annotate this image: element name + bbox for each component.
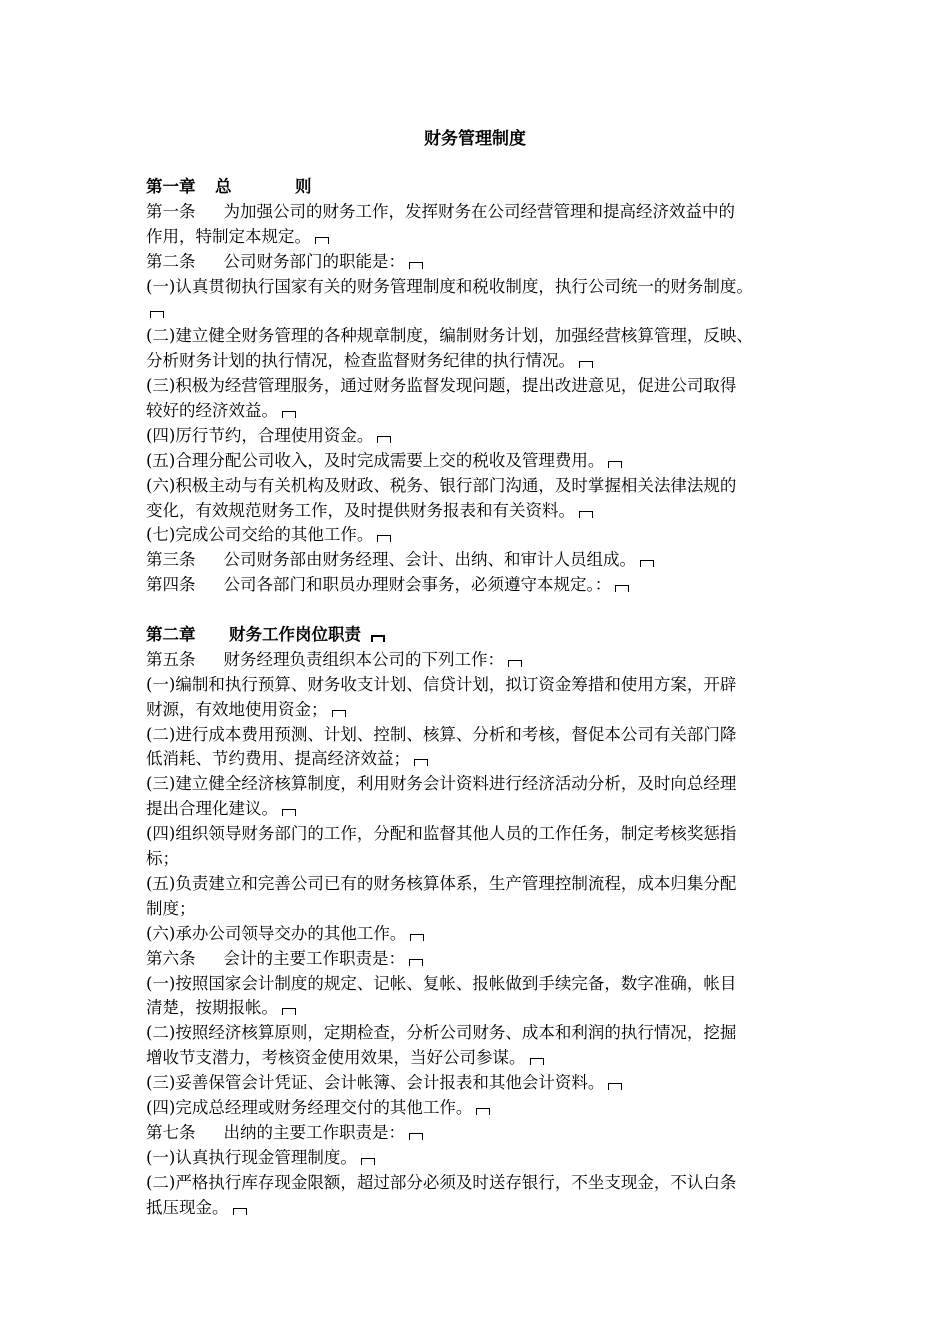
text-line — [146, 523, 826, 548]
line-text: (五)合理分配公司收入，及时完成需要上交的税收及管理费用。 — [146, 450, 605, 470]
paragraph-mark-icon — [414, 759, 428, 766]
line-text: 为加强公司的财务工作，发挥财务在公司经营管理和提高经济效益中的 — [223, 201, 735, 221]
text-line — [146, 299, 826, 324]
line-text: 增收节支潜力，考核资金使用效果，当好公司参谋。 — [146, 1048, 526, 1068]
text-line — [146, 349, 826, 374]
line-text: 分析财务计划的执行情况，检查监督财务纪律的执行情况。 — [146, 351, 575, 371]
line-text: 会计的主要工作职责是： — [223, 948, 405, 968]
paragraph-mark-icon — [315, 237, 329, 244]
text-line — [146, 1021, 826, 1046]
article-label: 第六条 — [146, 948, 196, 968]
text-line — [146, 275, 826, 300]
article-label: 第七条 — [146, 1122, 196, 1142]
chapter-2-content — [146, 648, 826, 1220]
line-text: 抵压现金。 — [146, 1197, 229, 1217]
section-gap — [146, 598, 826, 623]
line-text: 变化，有效规范财务工作，及时提供财务报表和有关资料。 — [146, 500, 575, 520]
paragraph-mark-icon — [530, 1058, 544, 1065]
paragraph-mark-icon — [377, 436, 391, 443]
line-text: 公司财务部由财务经理、会计、出纳、和审计人员组成。 — [223, 550, 636, 570]
line-text: (三)建立健全经济核算制度，利用财务会计资料进行经济活动分析，及时向总经理 — [146, 774, 737, 794]
line-text: (四)组织领导财务部门的工作，分配和监督其他人员的工作任务，制定考核奖惩指 — [146, 824, 737, 844]
document-body — [146, 175, 826, 1220]
article-label: 第三条 — [146, 550, 196, 570]
line-text: (一)认真执行现金管理制度。 — [146, 1147, 357, 1167]
paragraph-mark-icon — [150, 311, 164, 318]
paragraph-mark-icon — [410, 934, 424, 941]
text-line — [146, 996, 826, 1021]
text-line — [146, 399, 826, 424]
paragraph-mark-icon — [579, 511, 593, 518]
line-text: (一)认真贯彻执行国家有关的财务管理制度和税收制度，执行公司统一的财务制度。 — [146, 276, 753, 296]
text-line — [146, 225, 826, 250]
paragraph-mark-icon — [476, 1108, 490, 1115]
text-line — [146, 772, 826, 797]
text-line — [146, 200, 826, 225]
line-text: 公司财务部门的职能是： — [223, 251, 405, 271]
text-line — [146, 797, 826, 822]
text-line — [146, 847, 826, 872]
line-text: (七)完成公司交给的其他工作。 — [146, 525, 374, 545]
line-text: 提出合理化建议。 — [146, 799, 278, 819]
paragraph-mark-icon — [409, 262, 423, 269]
paragraph-mark-icon — [361, 1158, 375, 1165]
article-label: 第一条 — [146, 201, 196, 221]
line-text: (六)承办公司领导交办的其他工作。 — [146, 923, 407, 943]
paragraph-mark-icon — [409, 1133, 423, 1140]
paragraph-mark-icon — [640, 560, 654, 567]
text-line — [146, 548, 826, 573]
text-line — [146, 374, 826, 399]
article-label: 第五条 — [146, 649, 196, 669]
paragraph-mark-icon — [282, 411, 296, 418]
text-line — [146, 972, 826, 997]
text-line — [146, 822, 826, 847]
line-text: (一)按照国家会计制度的规定、记帐、复帐、报帐做到手续完备，数字准确，帐目 — [146, 973, 737, 993]
line-text: 作用，特制定本规定。 — [146, 226, 311, 246]
chapter-1-title-part1: 总 — [215, 177, 232, 196]
text-line — [146, 1146, 826, 1171]
line-text: 公司各部门和职员办理财会事务，必须遵守本规定。： — [223, 575, 612, 595]
line-text: 清楚，按期报帐。 — [146, 998, 278, 1018]
article-label: 第四条 — [146, 575, 196, 595]
line-text: (三)积极为经营管理服务，通过财务监督发现问题，提出改进意见，促进公司取得 — [146, 376, 737, 396]
text-line — [146, 499, 826, 524]
line-text: (六)积极主动与有关机构及财政、税务、银行部门沟通，及时掌握相关法律法规的 — [146, 475, 737, 495]
text-line — [146, 474, 826, 499]
chapter-2-title: 财务工作岗位职责 — [229, 625, 361, 645]
line-text: 低消耗、节约费用、提高经济效益； — [146, 749, 410, 769]
paragraph-mark-icon — [608, 1083, 622, 1090]
paragraph-mark-icon — [579, 361, 593, 368]
line-text: (三)妥善保管会计凭证、会计帐簿、会计报表和其他会计资料。 — [146, 1073, 605, 1093]
line-text: (二)按照经济核算原则，定期检查，分析公司财务、成本和利润的执行情况，挖掘 — [146, 1023, 737, 1043]
line-text: (四)厉行节约，合理使用资金。 — [146, 425, 374, 445]
text-line — [146, 250, 826, 275]
line-text: 财务经理负责组织本公司的下列工作： — [223, 649, 504, 669]
text-line — [146, 922, 826, 947]
text-line — [146, 698, 826, 723]
line-text: 财源，有效地使用资金； — [146, 699, 328, 719]
paragraph-mark-icon — [371, 635, 385, 642]
chapter-1-content — [146, 200, 826, 598]
document-title: 财务管理制度 — [424, 129, 526, 149]
text-line — [146, 872, 826, 897]
paragraph-mark-icon — [377, 535, 391, 542]
paragraph-mark-icon — [615, 585, 629, 592]
chapter-1-number: 第一章 — [146, 177, 196, 196]
paragraph-mark-icon — [332, 710, 346, 717]
text-line — [146, 324, 826, 349]
text-line — [146, 1121, 826, 1146]
text-line — [146, 947, 826, 972]
text-line — [146, 897, 826, 922]
chapter-1-heading — [146, 175, 826, 200]
text-line — [146, 648, 826, 673]
chapter-1-title-part2: 则 — [295, 177, 312, 196]
text-line — [146, 747, 826, 772]
line-text: (二)建立健全财务管理的各种规章制度，编制财务计划，加强经营核算管理，反映、 — [146, 326, 753, 346]
line-text: 标； — [146, 849, 179, 869]
text-line — [146, 449, 826, 474]
text-line — [146, 1071, 826, 1096]
paragraph-mark-icon — [282, 809, 296, 816]
chapter-2-heading — [146, 623, 826, 648]
paragraph-mark-icon — [282, 1008, 296, 1015]
paragraph-mark-icon — [409, 959, 423, 966]
paragraph-mark-icon — [233, 1208, 247, 1215]
text-line — [146, 573, 826, 598]
text-line — [146, 1171, 826, 1196]
line-text: (四)完成总经理或财务经理交付的其他工作。 — [146, 1097, 473, 1117]
line-text: (五)负责建立和完善公司已有的财务核算体系，生产管理控制流程，成本归集分配 — [146, 873, 737, 893]
text-line — [146, 424, 826, 449]
line-text: (二)进行成本费用预测、计划、控制、核算、分析和考核，督促本公司有关部门降 — [146, 724, 737, 744]
line-text: (二)严格执行库存现金限额，超过部分必须及时送存银行，不坐支现金，不认白条 — [146, 1172, 737, 1192]
text-line — [146, 673, 826, 698]
paragraph-mark-icon — [508, 660, 522, 667]
line-text: 出纳的主要工作职责是： — [223, 1122, 405, 1142]
paragraph-mark-icon — [608, 461, 622, 468]
line-text: 制度； — [146, 898, 196, 918]
chapter-2-number: 第二章 — [146, 625, 196, 645]
text-line — [146, 1046, 826, 1071]
text-line — [146, 1096, 826, 1121]
line-text: (一)编制和执行预算、财务收支计划、信贷计划，拟订资金筹措和使用方案，开辟 — [146, 674, 737, 694]
text-line — [146, 723, 826, 748]
text-line — [146, 1196, 826, 1221]
article-label: 第二条 — [146, 251, 196, 271]
line-text: 较好的经济效益。 — [146, 401, 278, 421]
